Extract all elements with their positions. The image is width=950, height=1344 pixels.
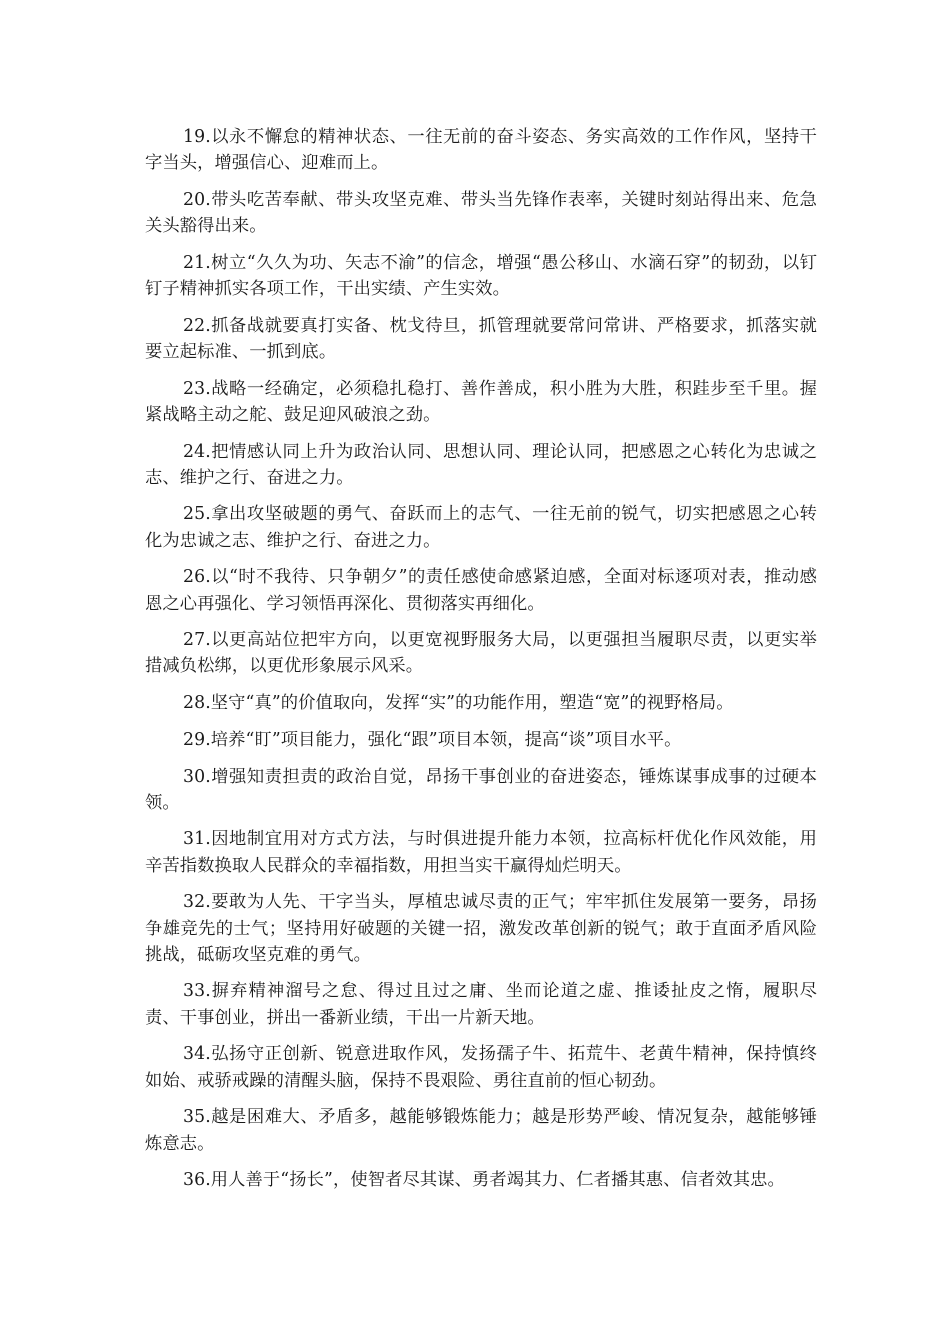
paragraph-28: 28.坚守“真”的价值取向，发挥“实”的功能作用，塑造“宽”的视野格局。 [183, 693, 734, 714]
paragraph-30: 30.增强知责担责的政治自觉，昂扬干事创业的奋进姿态，锤炼谋事成事的过硬本领。 [145, 766, 817, 813]
paragraph-24: 24.把情感认同上升为政治认同、思想认同、理论认同，把感恩之心转化为忠诚之志、维护之行、奋进之力。 [145, 441, 817, 488]
paragraph-27: 27.以更高站位把牢方向，以更宽视野服务大局，以更强担当履职尽责，以更实举措减负松绑，以更优形象展示风采。 [145, 630, 817, 677]
paragraph-22: 22.抓备战就要真打实备、枕戈待旦，抓管理就要常问常讲、严格要求，抓落实就要立起标准、一抓到底。 [145, 315, 817, 362]
paragraph-25: 25.拿出攻坚破题的勇气、奋跃而上的志气、一往无前的锐气，切实把感恩之心转化为忠诚之志、维护之行、奋进之力。 [145, 504, 817, 551]
paragraph-33: 33.摒弃精神溜号之怠、得过且过之庸、坐而论道之虚、推诿扯皮之惰，履职尽责、干事创业，拼出一番新业绩，干出一片新天地。 [145, 981, 817, 1028]
paragraph-31: 31.因地制宜用对方式方法，与时俱进提升能力本领，拉高标杆优化作风效能，用辛苦指数换取人民群众的幸福指数，用担当实干赢得灿烂明天。 [145, 829, 817, 876]
paragraph-23: 23.战略一经确定，必须稳扎稳打、善作善成，积小胜为大胜，积跬步至千里。握紧战略主动之舵、鼓足迎风破浪之劲。 [145, 378, 817, 425]
paragraph-34: 34.弘扬守正创新、锐意进取作风，发扬孺子牛、拓荒牛、老黄牛精神，保持慎终如始、戒骄戒躁的清醒头脑，保持不畏艰险、勇往直前的恒心韧劲。 [145, 1044, 817, 1091]
paragraph-26: 26.以“时不我待、只争朝夕”的责任感使命感紧迫感，全面对标逐项对表，推动感恩之心再强化、学习领悟再深化、贯彻落实再细化。 [145, 567, 817, 614]
paragraph-36: 36.用人善于“扬长”，使智者尽其谋、勇者竭其力、仁者播其惠、信者效其忠。 [183, 1170, 785, 1191]
document-body [145, 124, 817, 1204]
paragraph-32: 32.要敢为人先、干字当头，厚植忠诚尽责的正气；牢牢抓住发展第一要务，昂扬争雄竞先的士气；坚持用好破题的关键一招，激发改革创新的锐气；敢于直面矛盾风险挑战，砥砺攻坚克难的勇气。 [145, 892, 817, 965]
paragraph-20: 20.带头吃苦奉献、带头攻坚克难、带头当先锋作表率，关键时刻站得出来、危急关头豁得出来。 [145, 189, 817, 237]
paragraph-21: 21.树立“久久为功、矢志不渝”的信念，增强“愚公移山、水滴石穿”的韧劲，以钉钉子精神抓实各项工作，干出实绩、产生实效。 [145, 252, 817, 300]
paragraph-19: 19.以永不懈怠的精神状态、一往无前的奋斗姿态、务实高效的工作作风，坚持干字当头，增强信心、迎难而上。 [145, 127, 817, 174]
paragraph-29: 29.培养“盯”项目能力，强化“跟”项目本领，提高“谈”项目水平。 [183, 729, 682, 750]
paragraph-35: 35.越是困难大、矛盾多，越能够锻炼能力；越是形势严峻、情况复杂，越能够锤炼意志。 [145, 1107, 817, 1154]
